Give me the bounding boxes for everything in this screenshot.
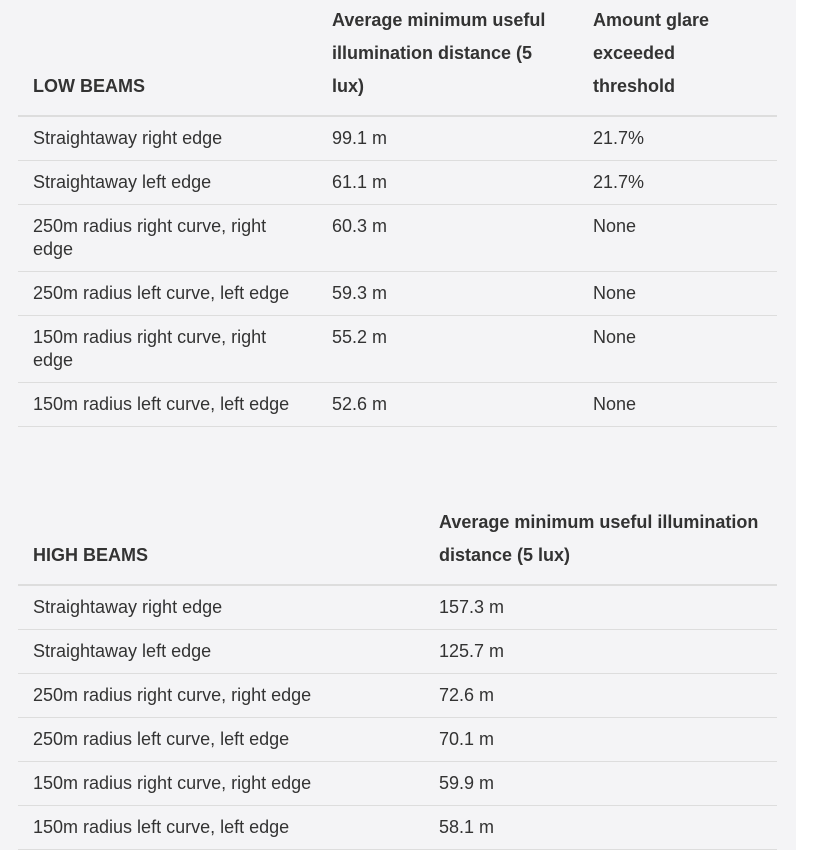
table-row — [18, 316, 777, 383]
row-label: 150m radius right curve, right edge — [18, 762, 424, 806]
table-row — [18, 718, 777, 762]
table-row — [18, 383, 777, 427]
glare-value: 21.7% — [578, 161, 777, 205]
table-row — [18, 806, 777, 850]
illumination-distance-value: 55.2 m — [317, 316, 578, 383]
table-row — [18, 585, 777, 630]
row-label: Straightaway right edge — [18, 585, 424, 630]
column-header-illumination-distance: Average minimum useful illumination distance (5 lux) — [317, 0, 578, 116]
row-label: Straightaway left edge — [18, 630, 424, 674]
illumination-distance-value: 61.1 m — [317, 161, 578, 205]
illumination-distance-value: 60.3 m — [317, 205, 578, 272]
glare-value: None — [578, 205, 777, 272]
illumination-distance-value: 125.7 m — [424, 630, 777, 674]
illumination-distance-value: 58.1 m — [424, 806, 777, 850]
glare-value: 21.7% — [578, 116, 777, 161]
row-label: 250m radius left curve, left edge — [18, 272, 317, 316]
column-header-high-beams: HIGH BEAMS — [18, 502, 424, 585]
column-header-low-beams: LOW BEAMS — [18, 0, 317, 116]
glare-value: None — [578, 272, 777, 316]
illumination-distance-value: 72.6 m — [424, 674, 777, 718]
glare-value: None — [578, 316, 777, 383]
low-beams-table — [18, 0, 777, 427]
glare-value: None — [578, 383, 777, 427]
illumination-distance-value: 70.1 m — [424, 718, 777, 762]
column-header-glare-exceeded: Amount glare exceeded threshold — [578, 0, 777, 116]
table-row — [18, 762, 777, 806]
table-row — [18, 205, 777, 272]
table-row — [18, 272, 777, 316]
row-label: Straightaway right edge — [18, 116, 317, 161]
illumination-distance-value: 52.6 m — [317, 383, 578, 427]
row-label: Straightaway left edge — [18, 161, 317, 205]
illumination-distance-value: 59.3 m — [317, 272, 578, 316]
row-label: 150m radius left curve, left edge — [18, 806, 424, 850]
row-label: 250m radius right curve, right edge — [18, 674, 424, 718]
column-header-illumination-distance: Average minimum useful illumination distance (5 lux) — [424, 502, 777, 585]
high-beams-table — [18, 502, 777, 850]
row-label: 150m radius left curve, left edge — [18, 383, 317, 427]
table-row — [18, 674, 777, 718]
table-row — [18, 630, 777, 674]
table-header-row — [18, 502, 777, 585]
illumination-distance-value: 59.9 m — [424, 762, 777, 806]
row-label: 250m radius left curve, left edge — [18, 718, 424, 762]
table-header-row — [18, 0, 777, 116]
illumination-distance-value: 99.1 m — [317, 116, 578, 161]
row-label: 150m radius right curve, right edge — [18, 316, 317, 383]
table-row — [18, 116, 777, 161]
table-row — [18, 161, 777, 205]
illumination-distance-value: 157.3 m — [424, 585, 777, 630]
row-label: 250m radius right curve, right edge — [18, 205, 317, 272]
